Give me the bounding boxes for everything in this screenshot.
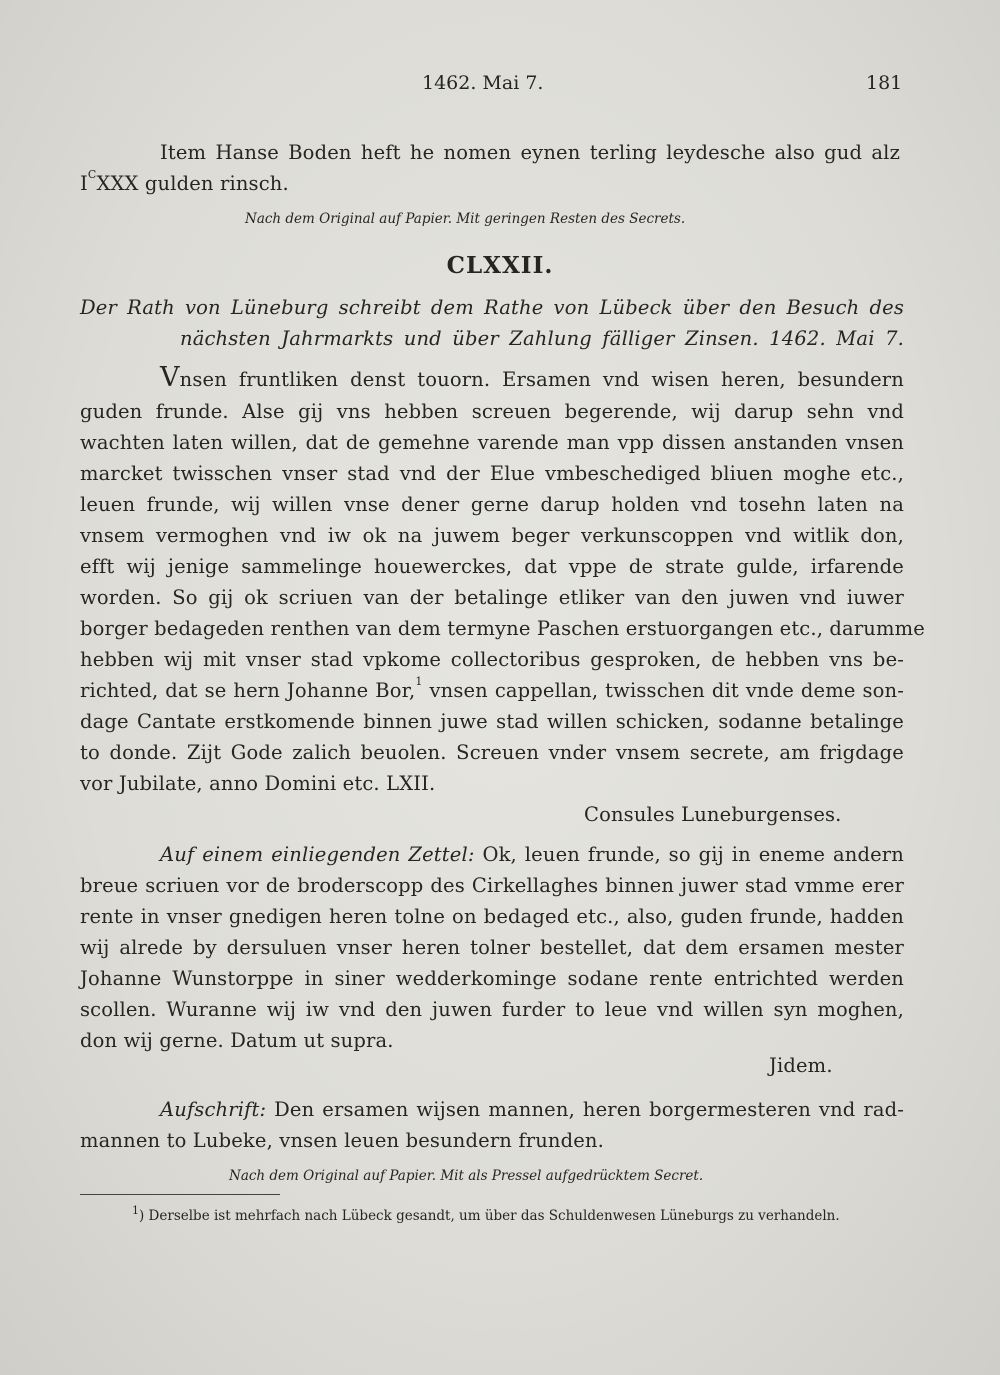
- address-first-line: [160, 1098, 904, 1121]
- letter-line: borger bedageden renthen van dem termyne Paschen erstuorgangen etc., darumme: [80, 617, 925, 640]
- letter-line: to donde. Zijt Gode zalich beuolen. Screuen vnder vnsem secrete, am frigdage: [80, 741, 904, 764]
- prev-item-line-2-rest: XXX gulden rinsch.: [96, 172, 289, 195]
- letter-first-line-rest: nsen fruntliken denst touorn. Ersamen vnd wisen heren, besundern: [179, 368, 904, 391]
- document-number: CLXXII.: [446, 252, 554, 279]
- footnote-text: ) Derselbe ist mehrfach nach Lübeck gesandt, um über das Schuldenwesen Lüneburgs zu verhandeln.: [139, 1208, 840, 1224]
- letter-line-with-footnote: [80, 675, 905, 702]
- prev-item-line-2: $I^CXXX$ gulden rinsch.: [80, 168, 289, 195]
- enclosure-last-line: don wij gerne. Datum ut supra.: [80, 1029, 394, 1052]
- footnote: [132, 1204, 840, 1224]
- document-source-note: Nach dem Original auf Papier. Mit als Pressel aufgedrücktem Secret.: [229, 1168, 704, 1184]
- address-first-line-rest: Den ersamen wijsen mannen, heren borgermesteren vnd rad-: [266, 1098, 904, 1121]
- letter-line: hebben wij mit vnser stad vpkome collectoribus gesproken, de hebben vns be-: [80, 648, 904, 671]
- prev-item-source-note: Nach dem Original auf Papier. Mit geringen Resten des Secrets.: [245, 211, 686, 227]
- enclosure-line: Johanne Wunstorppe in siner wedderkominge sodane rente entrichted werden: [80, 967, 904, 990]
- letter-first-line: [160, 362, 904, 393]
- summary-line-1: Der Rath von Lüneburg schreibt dem Rathe von Lübeck über den Besuch des: [80, 296, 904, 319]
- letter-line: leuen frunde, wij willen vnse dener gerne darup holden vnd tosehn laten na: [80, 493, 904, 516]
- footnote-number: 1: [132, 1204, 139, 1217]
- enclosure-label: Auf einem einliegenden Zettel:: [160, 843, 475, 866]
- letter-line: vnsem vermoghen vnd iw ok na juwem beger verkunscoppen vnd witlik don,: [80, 524, 904, 547]
- enclosure-line: scollen. Wuranne wij iw vnd den juwen furder to leue vnd willen syn moghen,: [80, 998, 904, 1021]
- footnote-marker: 1: [415, 675, 423, 688]
- letter-line: worden. So gij ok scriuen van der betalinge etliker van den juwen vnd iuwer: [80, 586, 904, 609]
- letter-line: marcket twisschen vnser stad vnd der Elue vmbeschediged bliuen moghe etc.,: [80, 462, 904, 485]
- letter-last-line: vor Jubilate, anno Domini etc. LXII.: [80, 772, 436, 795]
- enclosure-first-line-rest: Ok, leuen frunde, so gij in eneme andern: [474, 843, 904, 866]
- running-header: 1462. Mai 7.: [422, 72, 544, 94]
- enclosure-line: wij alrede by dersuluen vnser heren tolner bestellet, dat dem ersamen mester: [80, 936, 904, 959]
- summary-line-2: nächsten Jahrmarkts und über Zahlung fälliger Zinsen. 1462. Mai 7.: [180, 327, 904, 350]
- letter-line: wachten laten willen, dat de gemehne varende man vpp dissen anstanden vnsen: [80, 431, 904, 454]
- prev-item-superscript: C: [87, 168, 97, 181]
- enclosure-line: breue scriuen vor de broderscopp des Cirkellaghes binnen juwer stad vmme erer: [80, 874, 904, 897]
- prev-item-line-1: Item Hanse Boden heft he nomen eynen terling leydesche also gud alz: [160, 141, 900, 164]
- letter-line-segment: vnsen cappellan, twisschen dit vnde deme son-: [422, 679, 905, 702]
- initial-letter: V: [160, 362, 180, 393]
- letter-line: guden frunde. Alse gij vns hebben screuen begerende, wij darup sehn vnd: [80, 400, 904, 423]
- address-last-line: mannen to Lubeke, vnsen leuen besundern frunden.: [80, 1129, 604, 1152]
- letter-line-segment: richted, dat se hern Johanne Bor,: [80, 679, 416, 702]
- enclosure-signature: Jidem.: [769, 1054, 833, 1077]
- footnote-rule: [80, 1194, 280, 1195]
- enclosure-line: rente in vnser gnedigen heren tolne on bedaged etc., also, guden frunde, hadden: [80, 905, 904, 928]
- enclosure-first-line: [160, 843, 904, 866]
- letter-line: efft wij jenige sammelinge houewerckes, dat vppe de strate gulde, irfarende: [80, 555, 904, 578]
- page-number: 181: [866, 72, 903, 94]
- address-label: Aufschrift:: [160, 1098, 267, 1121]
- letter-signature: Consules Luneburgenses.: [584, 803, 842, 826]
- letter-line: dage Cantate erstkomende binnen juwe stad willen schicken, sodanne betalinge: [80, 710, 904, 733]
